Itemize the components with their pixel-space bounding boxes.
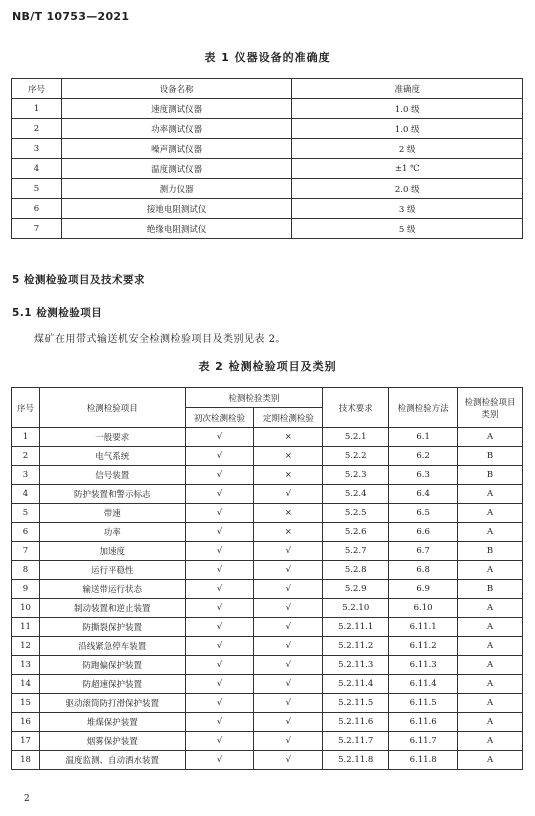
table-header-row [12,388,523,408]
table-cell: 13 [12,656,40,675]
table-cell: 8 [12,561,40,580]
table-row [12,523,523,542]
table-cell: 5.2.2 [323,447,389,466]
table-cell: 带速 [39,504,185,523]
table-cell: A [458,428,523,447]
table-cell: 防撕裂保护装置 [39,618,185,637]
table-cell: A [458,504,523,523]
table-cell: 2 [12,447,40,466]
table-cell: 5.2.11.7 [323,732,389,751]
table-cell: 5.2.6 [323,523,389,542]
table-row [12,618,523,637]
table-cell: × [254,523,323,542]
table-row [12,447,523,466]
header-cell: 技术要求 [323,388,389,428]
table-row [12,179,523,199]
table-cell: 1 [12,428,40,447]
table-row [12,675,523,694]
table-row [12,159,523,179]
table-cell: A [458,751,523,770]
table-cell: 5 [12,504,40,523]
table-cell: A [458,485,523,504]
table-cell: 5.2.8 [323,561,389,580]
table-cell: √ [254,618,323,637]
table-cell: × [254,428,323,447]
table-cell: √ [254,580,323,599]
table-cell: 2 [12,119,62,139]
table1-caption: 表 1 仪器设备的准确度 [204,51,331,64]
table-cell: 加速度 [39,542,185,561]
table-row [12,199,523,219]
table-cell: 6.11.3 [389,656,458,675]
header-cell: 检测检验项目类别 [458,388,523,428]
table-cell: 4 [12,159,62,179]
table-cell: 速度测试仪器 [61,99,292,119]
table-cell: A [458,599,523,618]
table-cell: 6.11.1 [389,618,458,637]
table-cell: 3 级 [292,199,523,219]
table-cell: 5 [12,179,62,199]
table-cell: 6.3 [389,466,458,485]
table-row [12,219,523,239]
table-cell: 噪声测试仪器 [61,139,292,159]
table-cell: 6 [12,523,40,542]
table-cell: √ [185,447,254,466]
table-cell: 信号装置 [39,466,185,485]
table-cell: 1 [12,99,62,119]
header-cell: 初次检测检验 [185,408,254,428]
table-row [12,656,523,675]
table-cell: 沿线紧急停车装置 [39,637,185,656]
table-cell: √ [185,732,254,751]
table-cell: 6.11.4 [389,675,458,694]
table-cell: 一般要求 [39,428,185,447]
header-cell: 检测检验方法 [389,388,458,428]
table-cell: 温度监测、自动洒水装置 [39,751,185,770]
table-row [12,561,523,580]
table-cell: 5 级 [292,219,523,239]
table-header-row [12,79,523,99]
table-cell: 16 [12,713,40,732]
table-cell: √ [254,713,323,732]
table-cell: 防超速保护装置 [39,675,185,694]
table-cell: A [458,561,523,580]
table-cell: 5.2.11.1 [323,618,389,637]
table-cell: 6.11.6 [389,713,458,732]
table-cell: 测力仪器 [61,179,292,199]
section-heading: 5 检测检验项目及技术要求 [12,274,145,286]
table-cell: 7 [12,542,40,561]
table-cell: ±1 ℃ [292,159,523,179]
table-cell: 6 [12,199,62,219]
table-cell: 驱动滚筒防打滑保护装置 [39,694,185,713]
table-cell: √ [254,485,323,504]
table-cell: √ [254,542,323,561]
table-cell: √ [254,637,323,656]
table-cell: 绝缘电阻测试仪 [61,219,292,239]
table-cell: 2 级 [292,139,523,159]
table-cell: A [458,656,523,675]
table-cell: B [458,542,523,561]
table-row [12,694,523,713]
table-cell: 12 [12,637,40,656]
table-cell: 6.1 [389,428,458,447]
table-cell: 11 [12,618,40,637]
table-cell: 接地电阻测试仪 [61,199,292,219]
table-cell: 5.2.10 [323,599,389,618]
table-cell: 6.7 [389,542,458,561]
table-cell: √ [185,580,254,599]
table-cell: 6.4 [389,485,458,504]
table-cell: 5.2.11.3 [323,656,389,675]
table-cell: 5.2.7 [323,542,389,561]
subsection-heading: 5.1 检测检验项目 [12,307,103,319]
table-cell: A [458,523,523,542]
table-cell: 5.2.11.4 [323,675,389,694]
table-cell: 6.10 [389,599,458,618]
table-cell: 1.0 级 [292,119,523,139]
header-cell: 检测检验类别 [185,388,323,408]
table-row [12,713,523,732]
table-cell: √ [185,694,254,713]
table-cell: √ [185,637,254,656]
header-cell: 检测检验项目 [39,388,185,428]
table-cell: 电气系统 [39,447,185,466]
table-cell: √ [185,523,254,542]
inspection-items-table [11,387,523,770]
table-cell: 5.2.11.5 [323,694,389,713]
table-cell: √ [185,713,254,732]
table-cell: A [458,694,523,713]
table-cell: 制动装置和逆止装置 [39,599,185,618]
table-cell: 6.11.5 [389,694,458,713]
table-cell: √ [185,504,254,523]
table-cell: 1.0 级 [292,99,523,119]
table-cell: 6.11.8 [389,751,458,770]
table-cell: A [458,618,523,637]
table-cell: × [254,466,323,485]
table-row [12,504,523,523]
table-cell: 5.2.11.6 [323,713,389,732]
table-cell: 4 [12,485,40,504]
table-cell: √ [185,751,254,770]
table-cell: 6.2 [389,447,458,466]
document-header: NB/T 10753—2021 [12,10,130,23]
table-cell: 3 [12,466,40,485]
table-cell: 输送带运行状态 [39,580,185,599]
header-cell: 序号 [12,388,40,428]
table-cell: 6.6 [389,523,458,542]
table-cell: 温度测试仪器 [61,159,292,179]
table-cell: 防护装置和警示标志 [39,485,185,504]
table-row [12,485,523,504]
table-cell: √ [185,618,254,637]
table-cell: B [458,580,523,599]
table-cell: 6.5 [389,504,458,523]
table-cell: 功率 [39,523,185,542]
header-cell: 设备名称 [61,79,292,99]
table-cell: 5.2.1 [323,428,389,447]
table-cell: √ [254,694,323,713]
table-row [12,732,523,751]
table-cell: 6.9 [389,580,458,599]
table-cell: √ [185,561,254,580]
table-cell: 5.2.5 [323,504,389,523]
table-cell: √ [254,675,323,694]
table-cell: 5.2.11.2 [323,637,389,656]
table-cell: B [458,447,523,466]
table-cell: 9 [12,580,40,599]
table-cell: 堆煤保护装置 [39,713,185,732]
header-cell: 序号 [12,79,62,99]
table-cell: 5.2.4 [323,485,389,504]
table-row [12,599,523,618]
header-cell: 定期检测检验 [254,408,323,428]
page-number: 2 [24,794,30,804]
table-cell: 10 [12,599,40,618]
table-cell: 5.2.3 [323,466,389,485]
table-row [12,751,523,770]
table-cell: A [458,675,523,694]
table-cell: √ [185,656,254,675]
accuracy-table [11,78,523,239]
table-cell: 5.2.11.8 [323,751,389,770]
table-row [12,542,523,561]
table-cell: 18 [12,751,40,770]
table-cell: √ [185,542,254,561]
table-cell: 5.2.9 [323,580,389,599]
table-cell: 6.11.2 [389,637,458,656]
table-row [12,99,523,119]
table-cell: A [458,713,523,732]
table-cell: √ [185,466,254,485]
table-cell: 7 [12,219,62,239]
table-row [12,139,523,159]
table-cell: 运行平稳性 [39,561,185,580]
table-cell: A [458,732,523,751]
body-paragraph: 煤矿在用带式输送机安全检测检验项目及类别见表 2。 [34,334,287,345]
table-cell: √ [185,428,254,447]
header-cell: 准确度 [292,79,523,99]
table-cell: √ [254,561,323,580]
table-cell: √ [185,675,254,694]
table-row [12,466,523,485]
table-cell: 6.8 [389,561,458,580]
table-cell: √ [185,599,254,618]
table-cell: 15 [12,694,40,713]
table-cell: 防跑偏保护装置 [39,656,185,675]
table-cell: × [254,504,323,523]
table-cell: 14 [12,675,40,694]
table-cell: A [458,637,523,656]
table-cell: 3 [12,139,62,159]
table-cell: √ [254,751,323,770]
table-row [12,119,523,139]
table-cell: √ [254,599,323,618]
table2-caption: 表 2 检测检验项目及类别 [198,360,337,373]
table-cell: 17 [12,732,40,751]
table-cell: 2.0 级 [292,179,523,199]
table-cell: √ [254,732,323,751]
table-cell: 6.11.7 [389,732,458,751]
table-cell: √ [185,485,254,504]
table-cell: 功率测试仪器 [61,119,292,139]
table-row [12,428,523,447]
table-row [12,580,523,599]
table-cell: × [254,447,323,466]
table-cell: 烟雾保护装置 [39,732,185,751]
table-cell: B [458,466,523,485]
table-cell: √ [254,656,323,675]
table-row [12,637,523,656]
